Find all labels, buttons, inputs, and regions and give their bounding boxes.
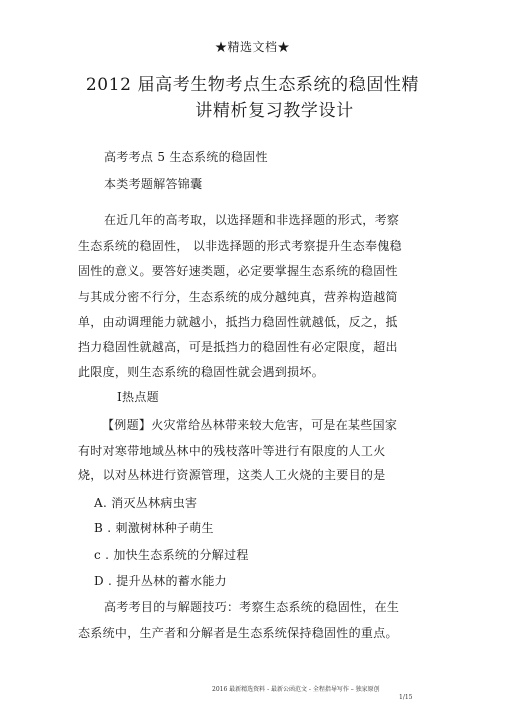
example-question-line: 烧，以对丛林进行资源管理，这类人工火烧的主要目的是 xyxy=(78,468,386,482)
page-number: 1/15 xyxy=(399,694,413,701)
paragraph-line: 挡力稳固性就越高，可是抵挡力的稳固性有必定限度，超出 xyxy=(78,340,398,354)
answer-option-a: A. 消灭丛林病虫害 xyxy=(94,496,198,510)
paragraph-line: 此限度，则生态系统的稳固性就会遇到损坏。 xyxy=(78,365,325,379)
document-title-line-2: 讲精析复习教学设计 xyxy=(195,101,354,121)
paragraph-line: 与其成分密不行分，生态系统的成分越纯真，营养构造越简 xyxy=(78,290,398,304)
hot-topic-heading: Ⅰ热点题 xyxy=(117,390,159,404)
footer-note: 2016 最新精选资料 - 最新公函范文 - 全程指导写作 – 独家原创 xyxy=(212,686,380,693)
subsection-heading: 本类考题解答锦囊 xyxy=(104,177,203,191)
answer-option-c: c . 加快生态系统的分解过程 xyxy=(94,548,249,562)
answer-option-d: D . 提升丛林的蓄水能力 xyxy=(94,574,227,588)
document-title-line-1: 2012 届高考生物考点生态系统的稳固性精 xyxy=(85,75,420,95)
paragraph-line: 生态系统的稳固性， 以非选择题的形式考察提升生态奉傀稳 xyxy=(78,239,402,253)
section-heading: 高考考点 5 生态系统的稳固性 xyxy=(104,150,268,164)
answer-option-b: B . 刺激树林种子萌生 xyxy=(94,521,214,535)
example-question-line: 有时对寒带地域丛林中的残枝落叶等进行有限度的人工火 xyxy=(78,444,386,458)
paragraph-line: 单，由动调理能力就越小，抵挡力稳固性就越低，反之，抵 xyxy=(78,315,398,329)
page-header: ★精选文档★ xyxy=(214,40,290,54)
paragraph-line: 固性的意义。要答好速类题，必定要掌握生态系统的稳固性 xyxy=(78,264,398,278)
example-question-line: 【例题】火灾常给丛林带来较大危害，可是在某些国家 xyxy=(102,418,398,432)
analysis-paragraph-line: 高考考目的与解题技巧：考察生态系统的稳固性，在生 xyxy=(104,600,400,614)
analysis-paragraph-line: 态系统中，生产者和分解者是生态系统保持稳固性的重点。 xyxy=(78,626,398,640)
paragraph-line: 在近几年的高考取，以选择题和非选择题的形式，考察 xyxy=(104,213,400,227)
